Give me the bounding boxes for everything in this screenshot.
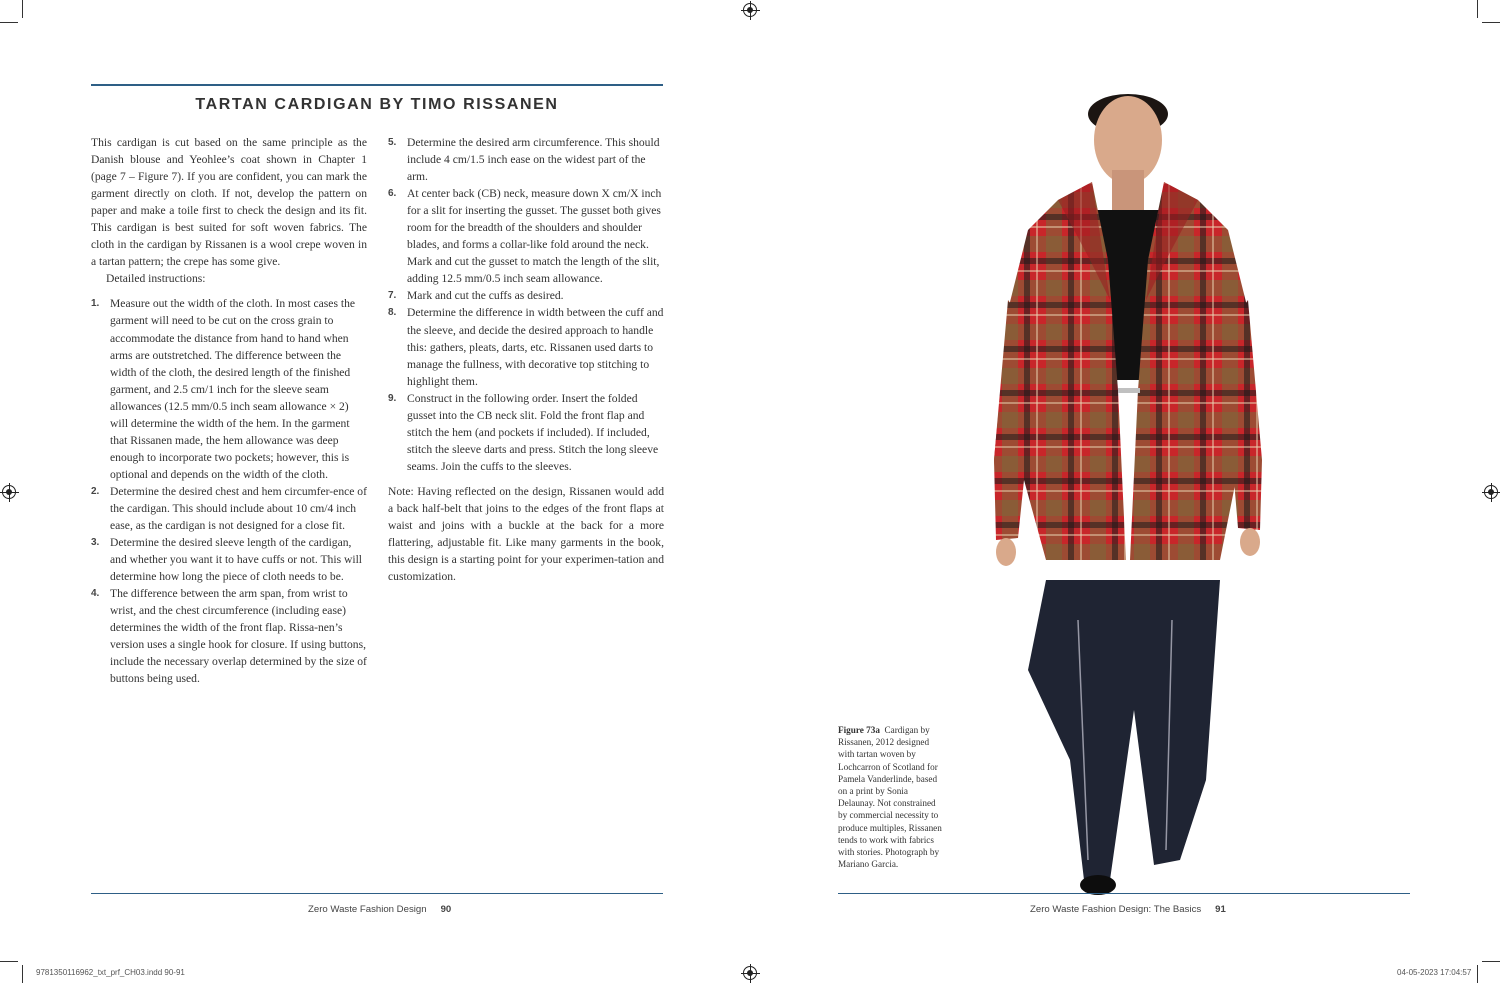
step-text: Construct in the following order. Insert the folded gusset into the CB neck slit. Fold the front flap and stitch the hem (and pockets if included). If included, stitch the sleeve darts and press. Stitch the long sleeve seams. Join the cuffs to the sleeves. bbox=[407, 391, 659, 473]
caption-text: Cardigan by Rissanen, 2012 designed with tartan woven by Lochcarron of Scotland for Pamela Vanderlinde, based on a print by Sonia Delaunay. Not constrained by commercial necessity to produce multiples, Rissanen tends to work with fabrics with stories. Photograph by Mariano Garcia. bbox=[838, 725, 942, 870]
step-number: 8. bbox=[388, 307, 397, 319]
crop-mark bbox=[1477, 0, 1478, 18]
running-footer-title: Zero Waste Fashion Design: The Basics bbox=[1030, 904, 1202, 915]
list-item bbox=[91, 585, 367, 687]
list-item bbox=[388, 134, 664, 185]
cardigan-photo bbox=[958, 60, 1298, 900]
list-item bbox=[91, 483, 367, 534]
crop-mark bbox=[0, 961, 18, 962]
steps-list-left bbox=[91, 295, 367, 687]
step-number: 1. bbox=[91, 298, 100, 310]
title-rule bbox=[91, 84, 663, 86]
list-item bbox=[91, 534, 367, 585]
step-number: 5. bbox=[388, 137, 397, 148]
step-text: Mark and cut the cuffs as desired. bbox=[407, 289, 564, 303]
registration-mark-icon bbox=[743, 3, 757, 17]
text-column-left bbox=[91, 134, 367, 688]
page-number: 90 bbox=[440, 904, 452, 915]
registration-mark-icon bbox=[1484, 485, 1498, 499]
step-text: Determine the desired arm circumference. This should include 4 cm/1.5 inch ease on the widest part of the arm. bbox=[407, 136, 660, 184]
step-text: At center back (CB) neck, measure down X cm/X inch for a slit for inserting the gusset. The gusset both gives room for the breadth of the shoulders and shoulder blades, and forms a collar-like fold around the neck. Mark and cut the gusset to match the length of the slit, adding 12.5 mm/0.5 inch seam allowance. bbox=[407, 187, 662, 286]
text-column-right bbox=[388, 134, 664, 585]
crop-mark bbox=[22, 965, 23, 983]
step-number: 2. bbox=[91, 485, 100, 497]
running-footer-title: Zero Waste Fashion Design bbox=[308, 904, 427, 915]
step-text: Determine the desired chest and hem circumfer-ence of the cardigan. This should include about 10 cm/4 inch ease, as the cardigan is not designed for a close fit. bbox=[110, 484, 367, 533]
step-number: 9. bbox=[388, 392, 397, 404]
step-text: Determine the desired sleeve length of the cardigan, and whether you want it to have cuffs or not. This will determine how long the piece of cloth needs to be. bbox=[110, 536, 363, 584]
intro-paragraph: This cardigan is cut based on the same principle as the Danish blouse and Yeohlee’s coat shown in Chapter 1 (page 7 – Figure 7). If you are confident, you can mark the garment directly on cloth. If not, develop the pattern on paper and make a toile first to check the design and its fit. This cardigan is best suited for soft woven fabrics. The cloth in the cardigan by Rissanen is a wool crepe woven in a tartan pattern; the crepe has some give. bbox=[91, 136, 367, 269]
step-number: 4. bbox=[91, 588, 100, 600]
crop-mark bbox=[22, 0, 23, 18]
registration-mark-icon bbox=[2, 485, 16, 499]
crop-mark bbox=[1477, 965, 1478, 983]
crop-mark bbox=[1482, 961, 1500, 962]
step-text: Measure out the width of the cloth. In most cases the garment will need to be cut on the cross grain to accommodate the distance from hand to hand when arms are outstretched. The difference between the width of the cloth, the desired length of the finished garment, and 2.5 cm/1 inch for the sleeve seam allowances (12.5 mm/0.5 inch seam allowance × 2) will determine the width of the hem. In the garment that Rissanen made, the hem allowance was deep enough to incorporate two pockets; however, this is optional and depends on the width of the cloth. bbox=[110, 297, 356, 481]
crop-mark bbox=[1482, 22, 1500, 23]
footer-rule-left bbox=[91, 893, 663, 894]
note-paragraph: Note: Having reflected on the design, Rissanen would add a back half-belt that joins to the edges of the front flaps at waist and joins with a buckle at the back for a more flattering, adjustable fit. Like many garments in the book, this design is a starting point for your experimen-tation and customization. bbox=[388, 484, 664, 584]
caption-label: Figure 73a bbox=[838, 725, 880, 735]
footer-right bbox=[1030, 904, 1226, 915]
step-text: The difference between the arm span, from wrist to wrist, and the chest circumference (including ease) determines the width of the front flap. Rissa-nen’s version uses a single hook for closure. If using buttons, include the necessary overlap determined by the size of buttons being used. bbox=[110, 587, 367, 686]
instructions-heading: Detailed instructions: bbox=[106, 272, 206, 286]
step-number: 7. bbox=[388, 290, 397, 302]
step-text: Determine the difference in width between the cuff and the sleeve, and decide the desired approach to handle this: gathers, pleats, darts, etc. Rissanen used darts to manage the fullness, with decorative top stitching to highlight them. bbox=[407, 306, 664, 388]
crop-mark bbox=[0, 22, 18, 23]
list-item bbox=[388, 287, 664, 304]
list-item bbox=[388, 390, 664, 475]
list-item bbox=[91, 295, 367, 483]
slug-file: 9781350116962_txt_prf_CH03.indd 90-91 bbox=[36, 968, 185, 977]
figure-caption bbox=[838, 724, 946, 870]
list-item bbox=[388, 185, 664, 287]
step-number: 3. bbox=[91, 537, 100, 549]
footer-rule-right bbox=[838, 893, 1410, 894]
step-number: 6. bbox=[388, 188, 397, 200]
list-item bbox=[388, 304, 664, 389]
slug-datetime: 04-05-2023 17:04:57 bbox=[1397, 968, 1472, 977]
steps-list-right bbox=[388, 134, 664, 475]
page-title: TARTAN CARDIGAN BY TIMO RISSANEN bbox=[195, 96, 559, 113]
page-number: 91 bbox=[1215, 904, 1226, 915]
footer-left bbox=[308, 904, 451, 915]
registration-mark-icon bbox=[743, 966, 757, 980]
